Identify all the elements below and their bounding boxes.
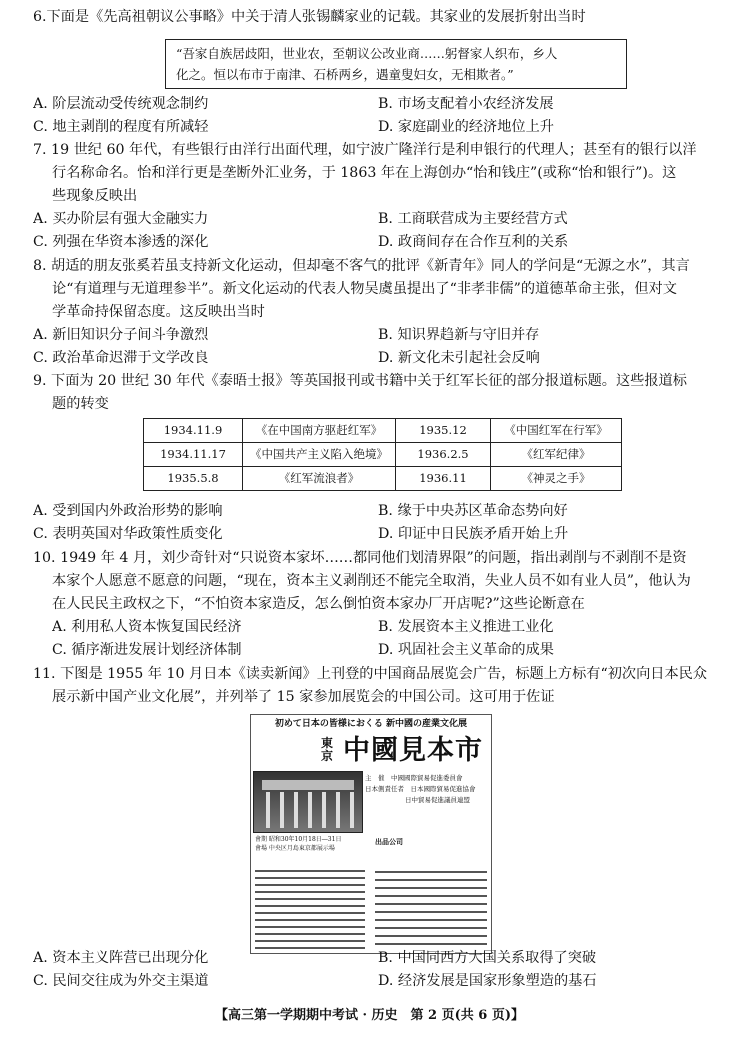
question-11 — [33, 663, 713, 709]
option-a: A. 受到国内外政治形势的影响 — [33, 503, 223, 519]
option-c: C. 民间交往成为外交主渠道 — [33, 973, 209, 989]
option-c: C. 表明英国对华政策性质变化 — [33, 526, 223, 542]
question-10-options — [33, 616, 713, 662]
table-cell-title: 《在中国南方驱赶红军》 — [243, 419, 396, 443]
photo-column — [308, 792, 312, 828]
ad-organizer: 日中貿易促進議員連盟 — [405, 796, 470, 804]
exhibition-hall-photo — [253, 771, 363, 833]
option-a: A. 阶层流动受传统观念制约 — [33, 96, 209, 112]
option-c: C. 列强在华资本渗透的深化 — [33, 234, 209, 250]
question-8 — [33, 255, 713, 324]
option-d: D. 家庭副业的经济地位上升 — [378, 119, 554, 135]
table-cell-date: 1936.2.5 — [396, 443, 491, 467]
table-cell-date: 1936.11 — [396, 467, 491, 491]
table-cell-title: 《中国红军在行军》 — [491, 419, 622, 443]
ad-organizer: 日本側責任者 日本國際貿易促進協會 — [365, 785, 476, 793]
option-d: D. 新文化未引起社会反响 — [378, 350, 540, 366]
table-cell-title: 《中国共产主义陷入绝境》 — [243, 443, 396, 467]
ad-headline: 初めて日本の皆様におくる 新中國の産業文化展 — [274, 719, 468, 729]
table-row — [144, 419, 622, 443]
option-a: A. 买办阶层有强大金融实力 — [33, 211, 209, 227]
question-11-line: 展示新中国产业文化展”，并列举了 15 家参加展览会的中国公司。这可用于佐证 — [52, 689, 555, 705]
question-9-line: 9. 下面为 20 世纪 30 年代《泰晤士报》等英国报刊或书籍中关于红军长征的部分报道标题。这些报道标 — [33, 373, 687, 389]
option-a: A. 新旧知识分子间斗争激烈 — [33, 327, 209, 343]
ad-venue-date: 會期 昭和30年10月18日―31日 — [255, 836, 342, 843]
ad-exhibitor-header: 出品公司 — [375, 837, 403, 846]
question-11-options — [33, 947, 713, 993]
question-8-line: 论“有道理与无道理参半”。新文化运动的代表人物吴虞虽提出了“非孝非儒”的道德革命主张，但对文 — [52, 281, 677, 297]
ad-organizers — [365, 773, 489, 806]
ad-organizer: 主 催 中國國際貿易促進委員會 — [365, 774, 463, 782]
photo-column — [350, 792, 354, 828]
ad-exhibitor-list — [375, 837, 487, 846]
table-cell-date: 1935.12 — [396, 419, 491, 443]
question-11-line: 11. 下图是 1955 年 10 月日本《读卖新闻》上刊登的中国商品展览会广告，标题上方标有“初次向日本民众 — [33, 666, 708, 682]
option-b: B. 中国同西方大国关系取得了突破 — [378, 950, 597, 966]
question-7 — [33, 139, 713, 208]
photo-column — [280, 792, 284, 828]
question-9-options — [33, 500, 713, 546]
option-b: B. 缘于中央苏区革命态势向好 — [378, 503, 568, 519]
option-b: B. 市场支配着小农经济发展 — [378, 96, 554, 112]
ad-fine-print — [255, 865, 365, 949]
option-d: D. 巩固社会主义革命的成果 — [378, 642, 554, 658]
question-7-line: 行名称命名。怡和洋行更是垄断外汇业务，于 1863 年在上海创办“怡和钱庄”(或称“怡和银行”)。这 — [52, 165, 677, 181]
ad-venue-info — [255, 835, 355, 853]
question-9-line: 题的转变 — [52, 396, 109, 412]
option-d: D. 政商间存在合作互利的关系 — [378, 234, 569, 250]
question-7-line: 些现象反映出 — [52, 188, 138, 204]
question-8-options — [33, 324, 713, 370]
table-row — [144, 443, 622, 467]
question-10-line: 在人民民主政权之下，“不怕资本家造反，怎么倒怕资本家办厂开店呢?”这些论断意在 — [52, 596, 585, 612]
option-c: C. 政治革命迟滞于文学改良 — [33, 350, 209, 366]
page-footer: 【高三第一学期期中考试 · 历史 第 2 页(共 6 页)】 — [214, 1008, 525, 1023]
table-cell-title: 《神灵之手》 — [491, 467, 622, 491]
newspaper-ad-figure — [250, 714, 492, 954]
table-cell-date: 1934.11.17 — [144, 443, 243, 467]
question-10 — [33, 547, 713, 616]
question-7-options — [33, 208, 713, 254]
option-b: B. 工商联营成为主要经营方式 — [378, 211, 568, 227]
question-6 — [33, 6, 713, 29]
question-10-line: 本家个人愿意不愿意的问题，“现在，资本主义剥削还不能完全取消，失业人员不如有业人员”，他认为 — [52, 573, 691, 589]
question-6-stem: 6.下面是《先高祖朝议公事略》中关于清人张锡麟家业的记载。其家业的发展折射出当时 — [33, 9, 586, 25]
option-d: D. 印证中日民族矛盾开始上升 — [378, 526, 569, 542]
question-6-quote-box — [165, 39, 627, 89]
report-title-table — [143, 418, 622, 491]
photo-column — [294, 792, 298, 828]
ad-city: 東京 — [321, 736, 334, 763]
option-a: A. 利用私人资本恢复国民经济 — [52, 619, 242, 635]
photo-column — [336, 792, 340, 828]
table-cell-title: 《红军纪律》 — [491, 443, 622, 467]
question-8-line: 8. 胡适的朋友张奚若虽支持新文化运动，但却毫不客气的批评《新青年》同人的学问是“无源之水”，其言 — [33, 258, 690, 274]
question-10-line: 10. 1949 年 4 月，刘少奇针对“只说资本家坏……都同他们划清界限”的问题，指出剥削与不剥削不是资 — [33, 550, 687, 566]
ad-venue-place: 會場 中央区月島東京都展示場 — [255, 845, 335, 852]
option-c: C. 地主剥削的程度有所减轻 — [33, 119, 209, 135]
option-b: B. 知识界趋新与守旧并存 — [378, 327, 540, 343]
photo-column — [322, 792, 326, 828]
quote-line: 化之。恒以布市于南津、石桥两乡，遇童叟妇女，无相欺者。” — [176, 67, 514, 82]
question-8-line: 学革命持保留态度。这反映出当时 — [52, 304, 265, 320]
quote-line: “吾家自族居歧阳，世业农，至朝议公改业商……躬督家人织布，乡人 — [176, 46, 558, 61]
table-cell-title: 《红军流浪者》 — [243, 467, 396, 491]
option-a: A. 资本主义阵营已出现分化 — [33, 950, 209, 966]
question-9 — [33, 370, 713, 416]
option-c: C. 循序渐进发展计划经济体制 — [52, 642, 242, 658]
photo-column — [266, 792, 270, 828]
table-cell-date: 1935.5.8 — [144, 467, 243, 491]
ad-company-lines — [375, 865, 487, 949]
photo-roof — [262, 780, 354, 790]
question-6-options — [33, 93, 713, 139]
question-7-line: 7. 19 世纪 60 年代，有些银行由洋行出面代理，如宁波广隆洋行是利申银行的代理人；甚至有的银行以洋 — [33, 142, 697, 158]
ad-title: 中國見本市 — [343, 735, 483, 766]
table-row — [144, 467, 622, 491]
option-b: B. 发展资本主义推进工业化 — [378, 619, 554, 635]
option-d: D. 经济发展是国家形象塑造的基石 — [378, 973, 597, 989]
table-cell-date: 1934.11.9 — [144, 419, 243, 443]
